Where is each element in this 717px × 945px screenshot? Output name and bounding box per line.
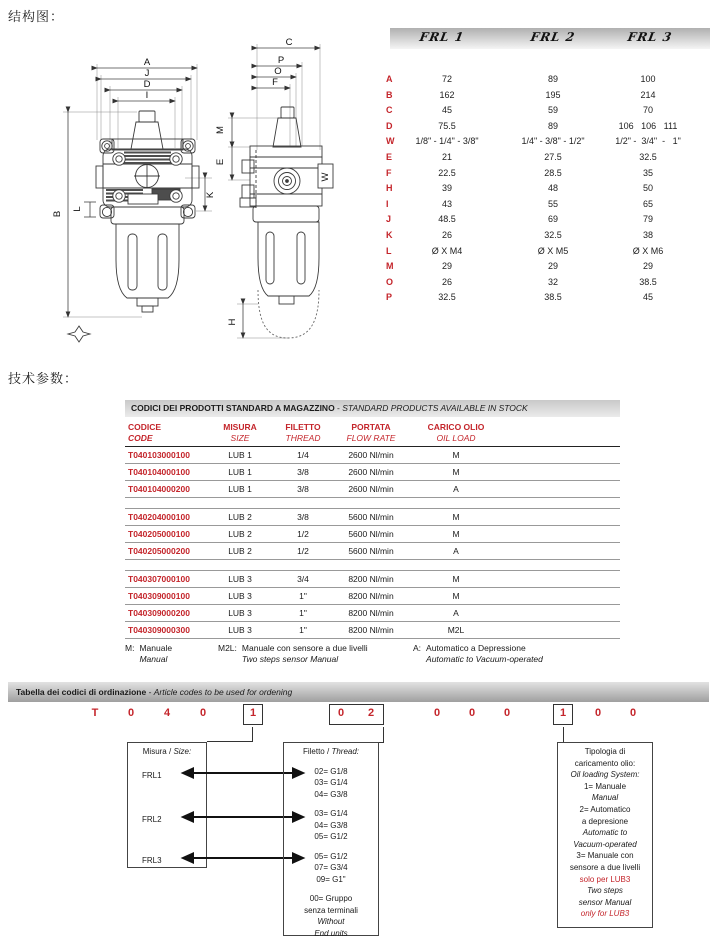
codes-table-row [125,509,620,526]
size-option: FRL3 [142,856,162,865]
oil-loading-line: Vacuum-operated [573,839,637,849]
dim-value: 39 [441,183,453,194]
dim-row [384,290,714,306]
dim-row [384,134,714,150]
codes-cell: T040205000100 [128,529,190,539]
dim-value: 26 [441,229,453,240]
thread-box [283,742,379,936]
dim-column-header: FRL 1 [418,30,466,44]
codes-cell: 5600 Nl/min [348,529,394,539]
dim-value: 38.5 [544,292,562,303]
dim-value: 75.5 [438,120,456,131]
dim-value: 38.5 [639,276,657,287]
dim-value: 89 [547,74,559,84]
dim-row-label: A [386,74,393,84]
dim-value: 32.5 [438,292,456,303]
dim-label-w: W [320,172,331,182]
dim-value: 27.5 [544,151,562,162]
codes-cell: 2600 Nl/min [348,484,394,494]
dim-value: 43 [441,198,453,209]
size-box-title: Misura / Size: [142,747,192,756]
order-code-char: T [91,707,99,719]
codes-cell: M [452,574,460,584]
thread-footer-line: 00= Gruppo [309,894,353,903]
dim-value: Ø X M4 [431,245,463,256]
oil-loading-line: sensore a due livelli [569,862,641,872]
dim-value: 38 [642,229,654,240]
codes-column-header: CODICE CODE [128,422,162,443]
dim-row [384,166,714,182]
ordering-title-en: Article codes to be used for ordening [153,687,293,697]
dim-value: 45 [441,105,453,116]
dim-row [384,259,714,275]
oil-loading-line: Tipologia di [584,747,626,756]
thread-option: 05= G1/2 [314,832,348,841]
legend-item: M2L: Manuale con sensore a due livelli Two steps sensor Manual [218,643,368,664]
dim-label-a: A [143,57,151,68]
thread-option: 04= G3/8 [314,820,348,830]
dim-row-label: F [386,167,392,178]
dim-row-label: P [386,292,393,303]
code-box-thread [329,704,384,725]
codes-cell [506,526,620,542]
dim-label-d: D [143,79,151,90]
front-view [68,111,199,342]
codes-column-header: FILETTO THREAD [285,422,321,443]
oil-loading-line: solo per LUB3 [579,874,631,884]
dim-row-label: K [386,229,393,240]
dim-row [384,197,714,213]
codes-table-title-bar: CODICI DEI PRODOTTI STANDARD A MAGAZZINO - STANDARD PRODUCTS AVAILABLE IN STOCK [125,400,620,417]
codes-cell: LUB 1 [228,484,252,494]
codes-cell: M [452,450,460,460]
connector-oil [563,727,564,742]
dim-row [384,181,714,197]
dim-value: 1/8" - 1/4" - 3/8" [415,136,479,147]
dim-row-label: W [386,136,395,147]
dim-value: 162 [439,89,455,100]
dim-row [384,150,714,166]
codes-cell [506,571,620,587]
oil-loading-box [557,742,653,928]
oil-loading-line: Automatic to [582,828,628,838]
dim-value: 69 [547,214,559,225]
order-code-char: 0 [594,707,602,719]
thread-option: 05= G1/2 [314,851,348,861]
codes-cell [506,464,620,480]
dim-value: 29 [642,261,654,272]
codes-cell: LUB 2 [228,529,252,539]
codes-cell: LUB 2 [228,512,252,522]
dim-value: 32.5 [544,229,562,240]
dim-row-label: C [386,105,393,116]
codes-cell: 3/8 [297,512,309,522]
codes-cell: LUB 3 [228,608,252,618]
dim-value: 26 [441,276,453,287]
code-box-size [243,704,263,725]
codes-table-row [125,622,620,639]
codes-title-it: CODICI DEI PRODOTTI STANDARD A MAGAZZINO [131,403,335,413]
dim-value: Ø X M6 [632,245,664,256]
dim-row [384,119,714,135]
codes-cell: 1" [299,625,307,635]
codes-cell: 1/4 [297,450,309,460]
dim-label-c: C [285,37,293,48]
codes-cell [506,605,620,621]
codes-table-row [125,605,620,622]
dim-value: 35 [642,167,654,178]
technical-parameters-label: 技术参数： [8,371,79,386]
codes-cell: LUB 1 [228,450,252,460]
order-code-char: 4 [163,707,171,719]
thread-option: 07= G3/4 [314,863,348,872]
order-code-char: 0 [433,707,441,719]
dim-label-e: E [215,158,226,166]
codes-cell: 1" [299,591,307,601]
dim-value: Ø X M5 [537,245,569,256]
codes-cell: M [452,529,460,539]
codes-cell [506,622,620,638]
codes-cell: 8200 Nl/min [348,574,394,584]
codes-cell: 8200 Nl/min [348,608,394,618]
codes-cell: T040307000100 [128,574,190,584]
codes-cell: 1/2 [297,529,309,539]
codes-cell: 3/8 [297,484,309,494]
dim-value: 28.5 [544,167,562,178]
oil-loading-line: 3= Manuale con [576,851,634,861]
dim-label-m: M [215,126,226,134]
projection-symbol [68,326,90,342]
order-code-char: 0 [503,707,511,719]
thread-box-title: Filetto / Thread: [302,747,360,756]
dim-value: 214 [640,89,656,100]
dim-value: 65 [642,198,654,209]
codes-cell: 1/2 [297,546,309,556]
dim-value: 50 [642,183,654,194]
codes-cell: 3/8 [297,467,309,477]
connector-thread [372,727,384,743]
order-code-char: 0 [468,707,476,719]
codes-table [125,400,620,673]
dim-row [384,212,714,228]
codes-cell: T040104000100 [128,467,190,477]
codes-table-row [125,464,620,481]
oil-loading-line: a depresione [581,816,629,826]
codes-cell [506,509,620,525]
dim-label-i: I [145,90,149,101]
order-code-char: 0 [629,707,637,719]
codes-cell: 2600 Nl/min [348,467,394,477]
dim-value: 1/2" - 3/4" - 1" [615,136,681,147]
codes-table-row [125,481,620,498]
dim-value: 106 106 111 [618,120,678,131]
dim-value: 48.5 [438,214,456,225]
dim-row [384,103,714,119]
dim-value: 32 [547,276,559,287]
dim-value: 48 [547,183,559,194]
codes-cell: LUB 1 [228,467,252,477]
code-box-oil [553,704,573,725]
oil-loading-line: Two steps [587,886,623,896]
dim-column-header: FRL 2 [529,30,577,44]
order-code-char: 1 [559,707,567,719]
dim-row [384,228,714,244]
codes-title-en: STANDARD PRODUCTS AVAILABLE IN STOCK [342,403,528,413]
dim-value: 45 [642,292,654,303]
side-view [240,107,333,338]
oil-loading-line: sensor Manual [578,897,632,907]
thread-footer-line: Without [317,917,345,926]
dim-label-j: J [144,68,150,79]
codes-cell: 8200 Nl/min [348,625,394,635]
codes-cell: 8200 Nl/min [348,591,394,601]
dim-value: 22.5 [438,167,456,178]
dim-label-k: K [205,191,216,199]
ordering-title-it: Tabella dei codici di ordinazione [16,687,147,697]
oil-loading-line: 1= Manuale [583,781,627,791]
codes-table-body [125,447,620,639]
codes-cell: T040309000300 [128,625,190,635]
codes-cell: LUB 3 [228,591,252,601]
codes-column-header: CARICO OLIO OIL LOAD [427,422,485,443]
dim-label-o: O [274,66,282,77]
dim-row-label: I [386,198,389,209]
codes-table-row [125,447,620,464]
dim-value: 59 [547,105,559,116]
dim-column-header: FRL 3 [626,30,674,44]
thread-option: 02= G1/8 [314,766,348,776]
codes-table-row [125,526,620,543]
codes-cell: T040309000200 [128,608,190,618]
thread-option: 04= G3/8 [314,789,348,799]
size-option: FRL1 [142,771,162,780]
oil-loading-line: Manual [591,793,619,803]
codes-cell: LUB 2 [228,546,252,556]
dim-value: 32.5 [639,151,657,162]
dim-row-label: L [386,245,392,256]
codes-cell: A [453,484,459,494]
dim-row-label: H [386,183,393,194]
codes-table-header-row [125,419,620,447]
order-code-char: 0 [337,707,345,719]
codes-table-row [125,543,620,560]
dim-value: 55 [547,198,559,209]
dim-row-label: O [386,276,394,287]
codes-table-legend [125,643,620,673]
dim-value: 195 [545,89,561,100]
codes-column-header: MISURA SIZE [223,422,257,443]
order-code-char: 2 [367,707,375,719]
codes-cell: T040104000200 [128,484,190,494]
thread-option: 09= G1" [316,874,346,884]
dim-value: 100 [640,74,656,84]
oil-loading-line: Oil loading System: [570,770,640,780]
dim-value: 29 [547,261,559,272]
dim-value: 70 [642,105,654,116]
dim-label-b: B [52,210,63,218]
codes-cell [506,447,620,463]
codes-cell: 5600 Nl/min [348,512,394,522]
structure-diagram-label: 结构图： [8,9,65,24]
thread-option: 03= G1/4 [314,809,348,818]
dim-row-label: E [386,151,393,162]
size-option: FRL2 [142,815,162,824]
codes-column-header: PORTATA FLOW RATE [346,422,396,443]
thread-footer-line: End units [314,928,348,938]
codes-cell: T040103000100 [128,450,190,460]
dim-row [384,275,714,291]
connector-size [207,727,253,742]
dim-value: 1/4" - 3/8" - 1/2" [521,136,585,147]
codes-cell: LUB 3 [228,625,252,635]
codes-table-row [125,588,620,605]
dim-row-label: M [386,261,394,272]
ordering-title-bar: Tabella dei codici di ordinazione - Article codes to be used for ordening [8,682,709,702]
codes-cell: T040309000100 [128,591,190,601]
dim-row-label: B [386,89,393,100]
codes-cell [506,588,620,604]
codes-cell: 3/4 [297,574,309,584]
dim-label-f: F [272,77,278,88]
dim-value: 29 [441,261,453,272]
codes-cell: A [453,608,459,618]
thread-footer-line: senza terminali [304,905,358,915]
oil-loading-line: caricamento olio: [574,758,636,768]
order-code-char: 0 [199,707,207,719]
thread-option: 03= G1/4 [314,778,348,787]
dim-row [384,244,714,260]
codes-cell [506,543,620,559]
dim-table [384,72,714,306]
codes-cell: M [452,467,460,477]
codes-cell [506,481,620,497]
legend-item: A: Automatico a Depressione Automatic to Vacuum-operated [413,643,543,664]
order-code-char: 1 [249,707,257,719]
dim-label-p: P [277,55,285,66]
dim-value: 21 [441,151,453,162]
dim-row [384,72,714,88]
dim-row-label: D [386,120,393,131]
legend-item: M: Manuale Manual [125,643,173,664]
codes-cell: M2L [447,625,465,635]
oil-loading-line: 2= Automatico [579,804,631,814]
technical-drawing [10,20,382,362]
dim-value: 72 [441,74,453,84]
codes-table-row [125,571,620,588]
codes-cell: 1" [299,608,307,618]
codes-cell: LUB 3 [228,574,252,584]
codes-cell: T040205000200 [128,546,190,556]
codes-cell: 5600 Nl/min [348,546,394,556]
dim-row-label: J [386,214,392,225]
codes-cell: M [452,591,460,601]
codes-cell: M [452,512,460,522]
codes-cell: 2600 Nl/min [348,450,394,460]
order-code-char: 0 [127,707,135,719]
codes-cell: T040204000100 [128,512,190,522]
dim-row [384,88,714,104]
codes-cell: A [453,546,459,556]
dim-label-l: L [72,206,83,212]
dim-value: 89 [547,120,559,131]
dim-value: 79 [642,214,654,225]
dim-table-header-bar [390,28,710,49]
dim-label-h: H [227,318,238,326]
oil-loading-line: only for LUB3 [580,909,630,919]
